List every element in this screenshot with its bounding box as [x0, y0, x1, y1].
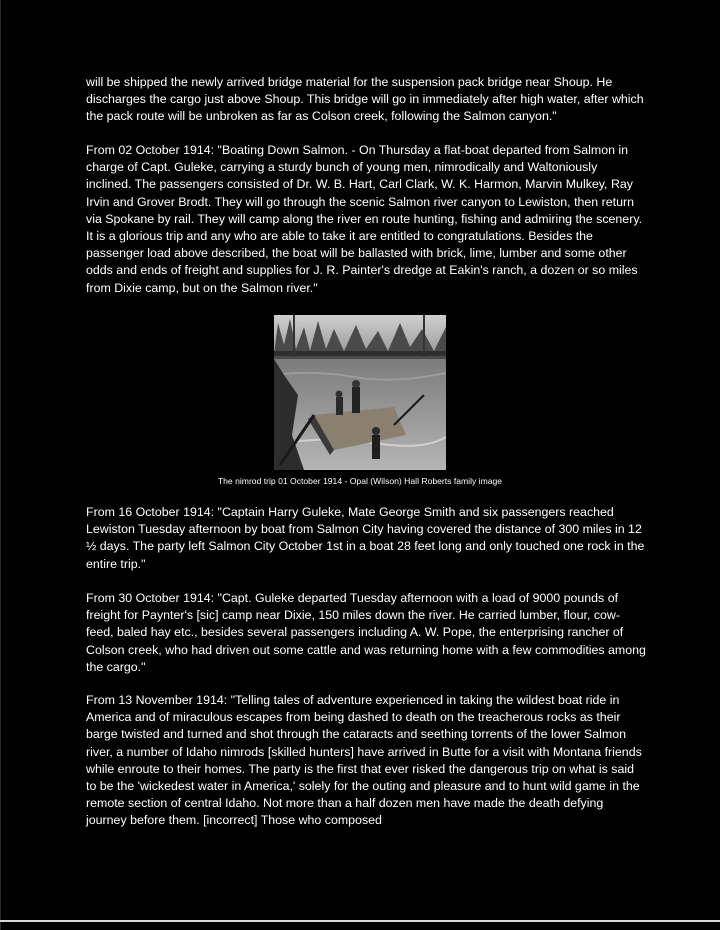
historical-boat-photo	[274, 315, 446, 470]
paragraph-13-november-1914: From 13 November 1914: "Telling tales of adventure experienced in taking the wildest boat ride in America and of miraculous escapes from being dashed to death on the treacherous rocks as their barge twisted and turned and shot through the cataracts and seething torrents of the lower Salmon river, a number of Idaho nimrods [skilled hunters] have arrived in Butte for a visit with Montana friends while enroute to their homes. The party is the first that ever risked the dangerous trip on what is said to be the 'wickedest water in America,' solely for the outing and pleasure and to hunt wild game in the remote section of central Idaho. Not more than a half dozen men have made the death defying journey before them. [incorrect] Those who composed	[86, 693, 642, 828]
paragraph-bridge-shipment: will be shipped the newly arrived bridge material for the suspension pack bridge near Shoup. He discharges the cargo just above Shoup. This bridge will go in immediately after high water, after which the pack route will be unbroken as far as Colson creek, following the Salmon canyon."	[86, 75, 644, 124]
page-bottom-divider	[0, 920, 720, 922]
photo-caption: The nimrod trip 01 October 1914 - Opal (Wilson) Hall Roberts family image	[217, 476, 503, 486]
paragraph-02-october-1914: From 02 October 1914: "Boating Down Salmon. - On Thursday a flat-boat departed from Salmon in charge of Capt. Guleke, carrying a sturdy bunch of young men, nimrodically and Waltoniously inclined. The passengers consisted of Dr. W. B. Hart, Carl Clark, W. K. Harmon, Marvin Mulkey, Ray Irvin and Grover Brodt. They will go through the scenic Salmon river canyon to Lewiston, then return via Spokane by rail. They will camp along the river en route hunting, fishing and admiring the scenery. It is a glorious trip and any who are able to take it are entitled to congratulations. Besides the passenger load above described, the boat will be ballasted with brick, lime, lumber and some other odds and ends of freight and supplies for J. R. Painter's dredge at Eakin's ranch, a dozen or so miles from Dixie camp, but on the Salmon river."	[86, 143, 643, 295]
paragraph-30-october-1914: From 30 October 1914: "Capt. Guleke departed Tuesday afternoon with a load of 9000 pounds of freight for Paynter's [sic] camp near Dixie, 150 miles down the river. He carried lumber, flour, cow-feed, baled hay etc., besides several passengers including A. W. Pope, the enterprising rancher of Colson creek, who had driven out some cattle and was returning home with a few commodities among the cargo."	[86, 591, 646, 674]
paragraph-16-october-1914: From 16 October 1914: "Captain Harry Guleke, Mate George Smith and six passengers reached Lewiston Tuesday afternoon by boat from Salmon City having covered the distance of 300 miles in 12 ½ days. The party left Salmon City October 1st in a boat 28 feet long and only touched one rock in the entire trip."	[86, 505, 645, 571]
boat-photo-illustration	[274, 315, 446, 470]
page-edge	[0, 0, 1, 930]
